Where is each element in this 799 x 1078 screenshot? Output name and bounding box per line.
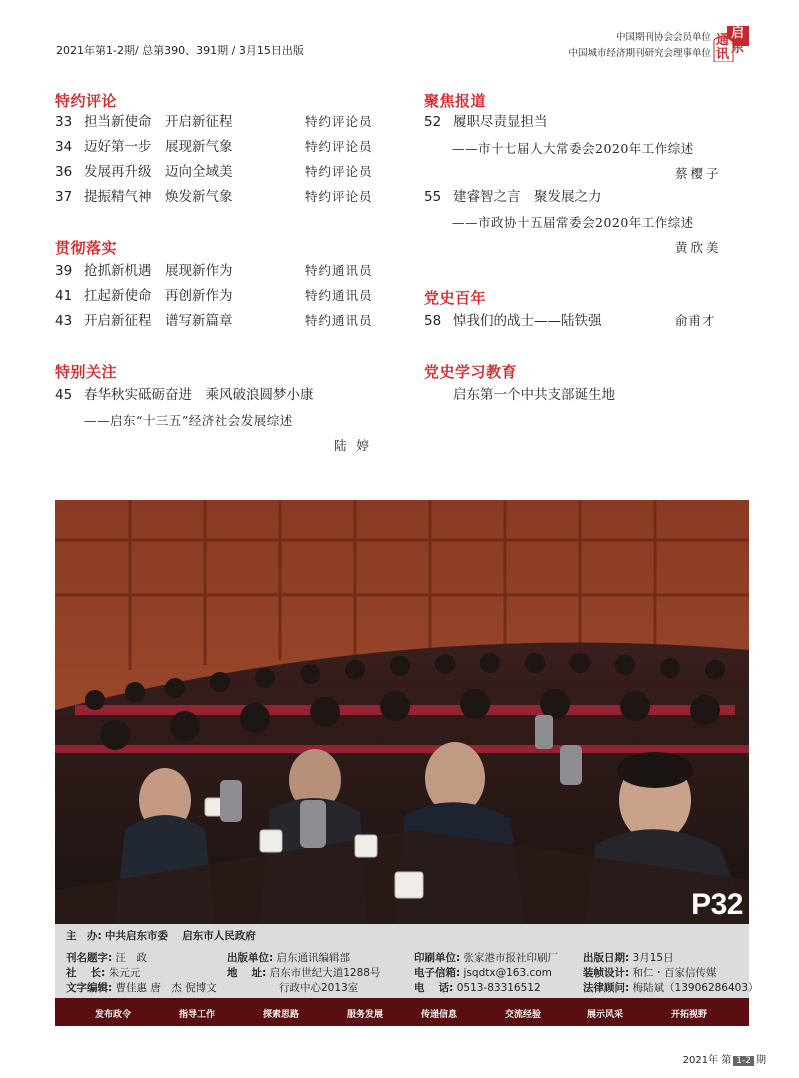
toc-page-number: 39 (55, 263, 73, 279)
imprint-label: 出版日期: (583, 952, 630, 964)
imprint-block (55, 924, 759, 998)
issue-footer (683, 1051, 766, 1066)
toc-subtitle: ——市政协十五届常委会2020年工作综述 (452, 215, 694, 230)
toc-author: 陆 婷 (334, 438, 372, 453)
toc-author: 特约评论员 (305, 114, 373, 129)
imprint-row (414, 950, 558, 965)
imprint-row (66, 980, 217, 995)
imprint-value: 汪 政 (115, 952, 148, 964)
imprint-row (66, 950, 147, 965)
mission-item: 交流经验 (505, 1010, 542, 1020)
section-title-special-comment: 特约评论 (55, 92, 118, 110)
section-title-party-history-centennial: 党史百年 (424, 289, 487, 307)
imprint-label: 法律顾问: (583, 982, 630, 994)
toc-page-number: 58 (424, 313, 442, 329)
mission-bar (55, 998, 749, 1026)
section-title-special-focus: 特别关注 (55, 363, 118, 381)
imprint-value: 梅陆斌（13906286403） (632, 982, 759, 994)
section-title-implementation: 贯彻落实 (55, 239, 118, 257)
footer-suffix: 期 (756, 1055, 766, 1066)
footer-issue-number: 1-2 (733, 1056, 754, 1066)
toc-title: 抢抓新机遇 展现新作为 (84, 263, 233, 279)
membership-1: 中国期刊协会会员单位 (615, 32, 711, 43)
toc-title: 开启新征程 谱写新篇章 (84, 313, 233, 329)
imprint-row (279, 980, 358, 995)
mission-item: 指导工作 (179, 1010, 216, 1020)
toc-title: 提振精气神 焕发新气象 (84, 189, 233, 205)
meeting-photo (55, 500, 749, 924)
toc-page-number: 52 (424, 114, 442, 130)
toc-author: 特约评论员 (305, 164, 373, 179)
toc-page-number: 55 (424, 189, 442, 205)
toc-page-number: 36 (55, 164, 73, 180)
footer-year: 2021年 第 (682, 1055, 732, 1066)
journal-logo (713, 26, 749, 62)
toc-title: 悼我们的战士——陆铁强 (453, 313, 602, 329)
imprint-row (414, 965, 552, 980)
toc-author: 特约评论员 (305, 139, 373, 154)
imprint-label: 文字编辑: (66, 982, 113, 994)
membership-2: 中国城市经济期刊研究会理事单位 (568, 48, 711, 59)
toc-page-number: 43 (55, 313, 73, 329)
imprint-host (66, 928, 256, 943)
imprint-value: 0513-83316512 (456, 982, 541, 994)
membership-notes (568, 30, 711, 62)
toc-author: 特约评论员 (305, 189, 373, 204)
imprint-label: 电子信箱: (414, 967, 461, 979)
imprint-label: 印刷单位: (414, 952, 461, 964)
mission-item: 发布政令 (95, 1010, 132, 1020)
toc-subtitle: ——启东“十三五”经济社会发展综述 (84, 413, 293, 428)
toc-author: 蔡樱子 (675, 166, 722, 181)
imprint-label: 电 话: (414, 982, 454, 994)
logo-char-4: 讯 (716, 47, 730, 62)
toc-title: 扛起新使命 再创新作为 (84, 288, 233, 304)
toc-author: 特约通讯员 (305, 313, 373, 328)
mission-item: 服务发展 (347, 1010, 384, 1020)
mission-item: 开拓视野 (671, 1010, 708, 1020)
section-title-party-history-education: 党史学习教育 (424, 363, 518, 381)
imprint-value: 启东通讯编辑部 (276, 952, 351, 964)
imprint-value: 朱元元 (108, 967, 141, 979)
imprint-label: 地 址: (227, 967, 267, 979)
toc-title: 启东第一个中共支部诞生地 (453, 387, 615, 403)
issue-line: 2021年第1-2期/ 总第390、391期 / 3月15日出版 (56, 44, 304, 57)
toc-title: 迈好第一步 展现新气象 (84, 139, 233, 155)
imprint-value: 曹佳惠 唐 杰 倪博文 (115, 982, 217, 994)
imprint-row (583, 950, 674, 965)
imprint-row (583, 980, 759, 995)
toc-title: 履职尽责显担当 (453, 114, 548, 130)
mission-item: 展示风采 (587, 1010, 624, 1020)
toc-page-number: 33 (55, 114, 73, 130)
imprint-label: 刊名题字: (66, 952, 113, 964)
toc-author: 黄欣美 (675, 240, 722, 255)
mission-item: 探索思路 (263, 1010, 300, 1020)
toc-subtitle: ——市十七届人大常委会2020年工作综述 (452, 141, 694, 156)
imprint-row (66, 965, 140, 980)
logo-char-1: 启 (731, 26, 745, 41)
toc-author: 俞甫才 (675, 313, 716, 328)
toc-page-number: 34 (55, 139, 73, 155)
toc-page-number: 41 (55, 288, 73, 304)
imprint-value: jsqdtx@163.com (463, 967, 552, 979)
imprint-value: 中共启东市委 启东市人民政府 (105, 930, 256, 942)
page-badge: P32 (691, 888, 743, 921)
section-title-focus-report: 聚焦报道 (424, 92, 487, 110)
toc-author: 特约通讯员 (305, 263, 373, 278)
imprint-value: 3月15日 (632, 952, 674, 964)
toc-page-number: 37 (55, 189, 73, 205)
toc-title: 建睿智之言 聚发展之力 (453, 189, 602, 205)
imprint-label: 社 长: (66, 967, 106, 979)
toc-title: 发展再升级 迈向全域美 (84, 164, 233, 180)
imprint-value: 行政中心2013室 (279, 982, 359, 994)
imprint-value: 张家港市报社印刷厂 (463, 952, 559, 964)
imprint-value: 和仁・百家信传媒 (632, 967, 717, 979)
toc-page-number: 45 (55, 387, 73, 403)
mission-item: 传递信息 (421, 1010, 458, 1020)
imprint-label: 主 办: (66, 930, 102, 942)
logo-char-3: 通 (716, 33, 730, 48)
toc-title: 春华秋实砥砺奋进 乘风破浪圆梦小康 (84, 387, 314, 403)
imprint-value: 启东市世纪大道1288号 (269, 967, 381, 979)
imprint-row (583, 965, 717, 980)
imprint-row (414, 980, 541, 995)
meeting-photo-image (55, 500, 749, 924)
imprint-row (227, 965, 380, 980)
imprint-row (227, 950, 350, 965)
toc-author: 特约通讯员 (305, 288, 373, 303)
logo-char-2: 东 (731, 41, 745, 56)
imprint-label: 出版单位: (227, 952, 274, 964)
toc-title: 担当新使命 开启新征程 (84, 114, 233, 130)
imprint-label: 装帧设计: (583, 967, 630, 979)
